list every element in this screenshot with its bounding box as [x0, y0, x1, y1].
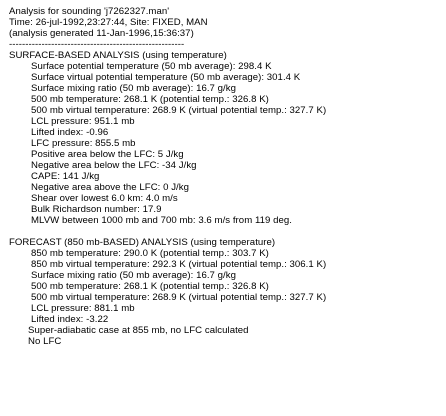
surface-line: Bulk Richardson number: 17.9: [31, 204, 162, 215]
surface-line: Surface mixing ratio (50 mb average): 16.7 g/kg: [31, 83, 236, 94]
forecast-section-body: [9, 248, 441, 347]
surface-line: MLVW between 1000 mb and 700 mb: 3.6 m/s from 119 deg.: [31, 215, 292, 226]
report-title: Analysis for sounding 'j7262327.man': [9, 6, 170, 17]
forecast-line: 850 mb temperature: 290.0 K (potential temp.: 303.7 K): [31, 248, 269, 259]
report-generated-date: (analysis generated 11-Jan-1996,15:36:37): [9, 28, 194, 39]
forecast-line: Surface mixing ratio (50 mb average): 16.7 g/kg: [31, 270, 236, 281]
forecast-line: 500 mb temperature: 268.1 K (potential temp.: 326.8 K): [31, 281, 269, 292]
surface-line: Surface virtual potential temperature (50 mb average): 301.4 K: [31, 72, 301, 83]
surface-line: 500 mb temperature: 268.1 K (potential temp.: 326.8 K): [31, 94, 269, 105]
header-divider: ------------------------------------------------------: [9, 39, 185, 50]
surface-line: Shear over lowest 6.0 km: 4.0 m/s: [31, 193, 178, 204]
forecast-note-superadiabatic: Super-adiabatic case at 855 mb, no LFC calculated: [28, 325, 249, 336]
forecast-note-no-lfc: No LFC: [28, 336, 62, 347]
surface-line: 500 mb virtual temperature: 268.9 K (virtual potential temp.: 327.7 K): [31, 105, 327, 116]
surface-line: CAPE: 141 J/kg: [31, 171, 100, 182]
surface-section-body: [9, 61, 441, 226]
surface-line: Positive area below the LFC: 5 J/kg: [31, 149, 184, 160]
surface-line: Surface potential temperature (50 mb average): 298.4 K: [31, 61, 272, 72]
forecast-line: LCL pressure: 881.1 mb: [31, 303, 135, 314]
report-time-site: Time: 26-jul-1992,23:27:44, Site: FIXED, MAN: [9, 17, 208, 28]
section-spacer: [9, 226, 441, 237]
sounding-analysis-report: [9, 6, 441, 347]
surface-line: Negative area above the LFC: 0 J/kg: [31, 182, 190, 193]
surface-line: Lifted index: -0.96: [31, 127, 109, 138]
forecast-section-title: FORECAST (850 mb-BASED) ANALYSIS (using temperature): [9, 237, 276, 248]
forecast-line: 500 mb virtual temperature: 268.9 K (virtual potential temp.: 327.7 K): [31, 292, 327, 303]
surface-line: LFC pressure: 855.5 mb: [31, 138, 136, 149]
surface-line: Negative area below the LFC: -34 J/kg: [31, 160, 197, 171]
forecast-line: Lifted index: -3.22: [31, 314, 109, 325]
surface-section-title: SURFACE-BASED ANALYSIS (using temperature): [9, 50, 227, 61]
forecast-line: 850 mb virtual temperature: 292.3 K (virtual potential temp.: 306.1 K): [31, 259, 327, 270]
surface-line: LCL pressure: 951.1 mb: [31, 116, 135, 127]
